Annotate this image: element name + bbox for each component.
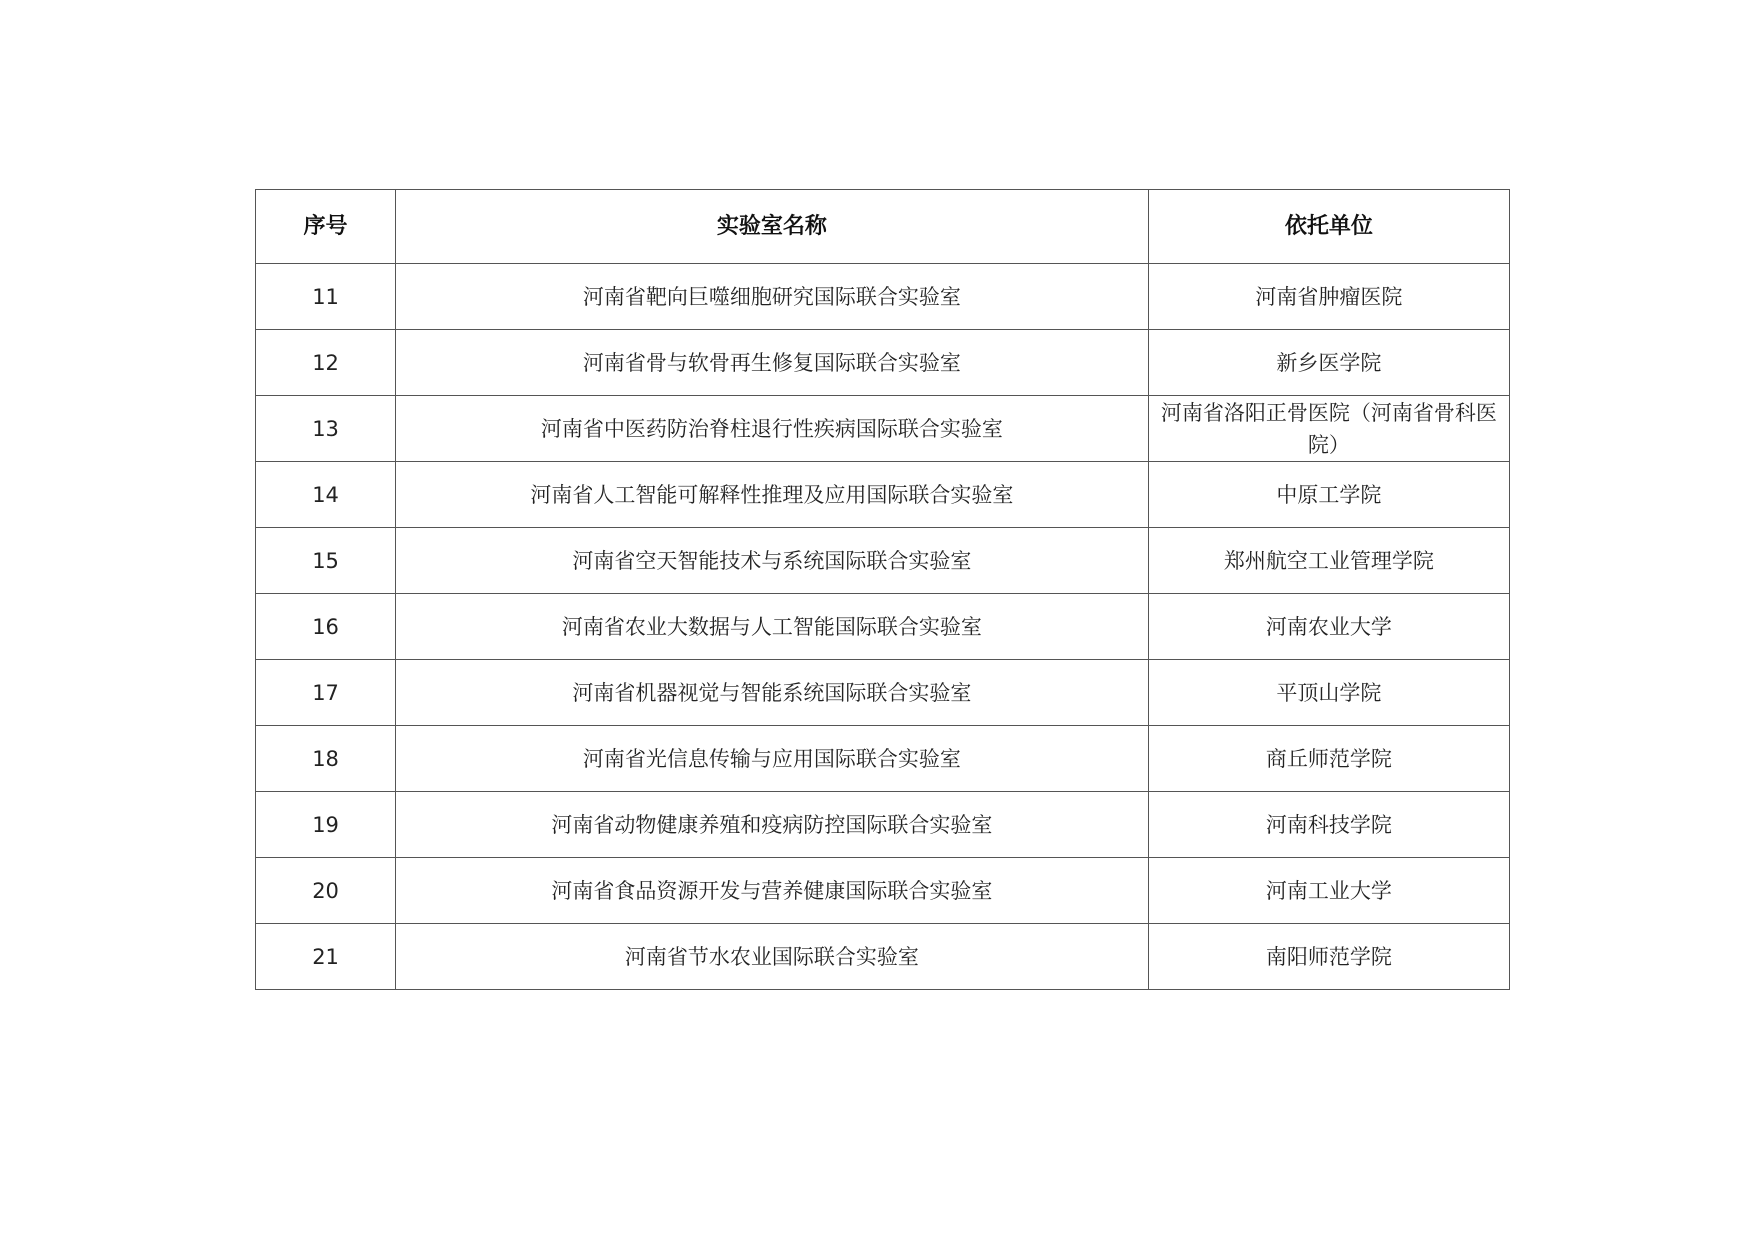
- row-host-unit: 河南农业大学: [1148, 594, 1509, 660]
- row-number: 15: [256, 528, 396, 594]
- row-host-unit: 河南省洛阳正骨医院（河南省骨科医院）: [1148, 396, 1509, 462]
- table-row: [256, 726, 1510, 792]
- row-number: 12: [256, 330, 396, 396]
- row-host-unit: 新乡医学院: [1148, 330, 1509, 396]
- row-host-unit: 河南科技学院: [1148, 792, 1509, 858]
- table-row: [256, 792, 1510, 858]
- table-header-row: [256, 190, 1510, 264]
- lab-list-table: [255, 189, 1510, 990]
- header-number: 序号: [256, 190, 396, 264]
- row-number: 20: [256, 858, 396, 924]
- row-number: 17: [256, 660, 396, 726]
- table-row: [256, 528, 1510, 594]
- table-row: [256, 264, 1510, 330]
- table-row: [256, 396, 1510, 462]
- table-row: [256, 594, 1510, 660]
- row-lab-name: 河南省农业大数据与人工智能国际联合实验室: [396, 594, 1149, 660]
- row-lab-name: 河南省光信息传输与应用国际联合实验室: [396, 726, 1149, 792]
- row-number: 11: [256, 264, 396, 330]
- table-row: [256, 462, 1510, 528]
- row-lab-name: 河南省空天智能技术与系统国际联合实验室: [396, 528, 1149, 594]
- row-host-unit: 河南工业大学: [1148, 858, 1509, 924]
- row-lab-name: 河南省骨与软骨再生修复国际联合实验室: [396, 330, 1149, 396]
- row-number: 13: [256, 396, 396, 462]
- row-host-unit: 商丘师范学院: [1148, 726, 1509, 792]
- table-row: [256, 924, 1510, 990]
- row-number: 14: [256, 462, 396, 528]
- row-lab-name: 河南省动物健康养殖和疫病防控国际联合实验室: [396, 792, 1149, 858]
- table-row: [256, 858, 1510, 924]
- header-host-unit: 依托单位: [1148, 190, 1509, 264]
- row-lab-name: 河南省靶向巨噬细胞研究国际联合实验室: [396, 264, 1149, 330]
- row-number: 18: [256, 726, 396, 792]
- table-row: [256, 660, 1510, 726]
- table-row: [256, 330, 1510, 396]
- row-lab-name: 河南省人工智能可解释性推理及应用国际联合实验室: [396, 462, 1149, 528]
- row-host-unit: 平顶山学院: [1148, 660, 1509, 726]
- row-lab-name: 河南省节水农业国际联合实验室: [396, 924, 1149, 990]
- row-host-unit: 河南省肿瘤医院: [1148, 264, 1509, 330]
- row-lab-name: 河南省中医药防治脊柱退行性疾病国际联合实验室: [396, 396, 1149, 462]
- row-number: 16: [256, 594, 396, 660]
- row-number: 21: [256, 924, 396, 990]
- row-host-unit: 南阳师范学院: [1148, 924, 1509, 990]
- header-lab-name: 实验室名称: [396, 190, 1149, 264]
- row-lab-name: 河南省食品资源开发与营养健康国际联合实验室: [396, 858, 1149, 924]
- row-host-unit: 中原工学院: [1148, 462, 1509, 528]
- row-host-unit: 郑州航空工业管理学院: [1148, 528, 1509, 594]
- row-lab-name: 河南省机器视觉与智能系统国际联合实验室: [396, 660, 1149, 726]
- row-number: 19: [256, 792, 396, 858]
